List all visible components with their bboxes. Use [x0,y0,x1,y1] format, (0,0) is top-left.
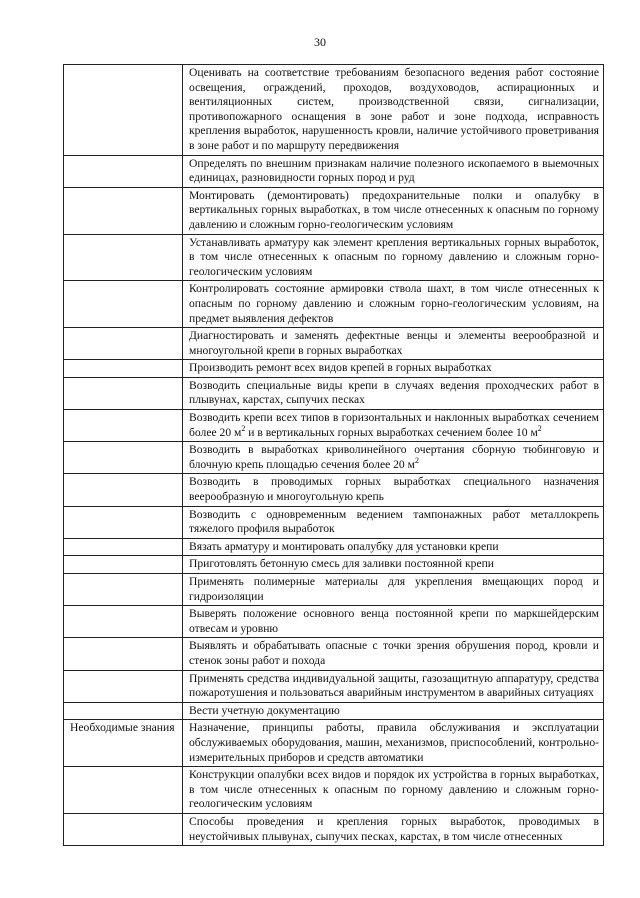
table-row [64,328,604,360]
row-label-cell [64,234,183,281]
row-label-cell [64,506,183,538]
row-label-cell [64,538,183,556]
row-content-cell: Оценивать на соответствие требованиям безопасного ведения работ состояние освещения, ограждений, проходов, воздуховодов, аспирационных и вентиляционных систем, производственной связи, сигнализации, противопожарного оснащения в зоне работ и зоне подхода, исправность крепления выработок, нарушенность кровли, наличие устойчивого проветривания в зоне работ и по маршруту передвижения [183,65,604,156]
table-row [64,474,604,506]
row-label-cell [64,187,183,234]
row-label-cell [64,813,183,845]
row-label-cell [64,155,183,187]
row-label-cell [64,377,183,409]
row-label-cell [64,442,183,474]
row-content-cell: Вязать арматуру и монтировать опалубку для установки крепи [183,538,604,556]
table-row [64,606,604,638]
row-content-cell: Контролировать состояние армировки ствола шахт, в том числе отнесенных к опасным по горному давлению и сложным горно-геологическим условиям, на предмет выявления дефектов [183,281,604,328]
row-content-cell: Приготовлять бетонную смесь для заливки постоянной крепи [183,556,604,574]
row-label-cell [64,767,183,814]
row-content-cell: Устанавливать арматуру как элемент крепления вертикальных горных выработок, в том числе отнесенных к опасным по горному давлению и сложным горно-геологическим условиям [183,234,604,281]
table-row [64,702,604,720]
row-label-cell [64,360,183,378]
row-content-cell: Диагностировать и заменять дефектные венцы и элементы веерообразной и многоугольной крепи в горных выработках [183,328,604,360]
row-label-cell [64,410,183,442]
table-row [64,720,604,767]
row-label-cell [64,574,183,606]
table-row [64,65,604,156]
table-row [64,360,604,378]
row-label-cell [64,702,183,720]
table-row [64,767,604,814]
row-content-cell: Применять полимерные материалы для укрепления вмещающих пород и гидроизоляции [183,574,604,606]
table-row [64,187,604,234]
row-label-cell [64,606,183,638]
row-content-cell: Выявлять и обрабатывать опасные с точки зрения обрушения пород, кровли и стенок зоны работ и похода [183,638,604,670]
row-label-cell [64,474,183,506]
table-row [64,442,604,474]
row-label-cell [64,638,183,670]
row-content-cell: Возводить специальные виды крепи в случаях ведения проходческих работ в плывунах, карстах, сыпучих песках [183,377,604,409]
row-label-cell [64,670,183,702]
row-content-cell: Возводить крепи всех типов в горизонтальных и наклонных выработках сечением более 20 $м^2$ и в вертикальных горных выработках сечением более 10 $м^2$ [183,410,604,442]
competency-table [63,64,604,846]
row-label-cell [64,281,183,328]
table-row [64,574,604,606]
row-content-cell: Возводить с одновременным ведением тампонажных работ металлокрепь тяжелого профиля выработок [183,506,604,538]
row-content-cell: Монтировать (демонтировать) предохранительные полки и опалубку в вертикальных горных выработках, в том числе отнесенных к опасным по горному давлению и сложным горно-геологическим условиям [183,187,604,234]
row-content-cell: Вести учетную документацию [183,702,604,720]
row-content-cell: Возводить в выработках криволинейного очертания сборную тюбинговую и блочную крепь площадью сечения более 20 $м^2$ [183,442,604,474]
row-content-cell: Выверять положение основного венца постоянной крепи по маркшейдерским отвесам и уровню [183,606,604,638]
table-row [64,155,604,187]
table-row [64,813,604,845]
table-row [64,556,604,574]
row-label-cell [64,65,183,156]
table-row [64,234,604,281]
row-content-cell: Возводить в проводимых горных выработках специального назначения веерообразную и многоугольную крепь [183,474,604,506]
row-content-cell: Назначение, принципы работы, правила обслуживания и эксплуатации обслуживаемых оборудования, машин, механизмов, приспособлений, контрольно-измерительных приборов и средств автоматики [183,720,604,767]
row-label-cell [64,328,183,360]
row-content-cell: Конструкции опалубки всех видов и порядок их устройства в горных выработках, в том числе отнесенных к опасным по горному давлению и сложным горно-геологическим условиям [183,767,604,814]
row-label-cell: Необходимые знания [64,720,183,767]
table-row [64,281,604,328]
page-number: 30 [314,35,326,49]
table-row [64,670,604,702]
row-label-cell [64,556,183,574]
row-content-cell: Применять средства индивидуальной защиты, газозащитную аппаратуру, средства пожаротушения и пользоваться аварийным инструментом в аварийных ситуациях [183,670,604,702]
table-row [64,538,604,556]
table-row [64,377,604,409]
row-content-cell: Определять по внешним признакам наличие полезного ископаемого в выемочных единицах, разновидности горных пород и руд [183,155,604,187]
table-row [64,638,604,670]
row-content-cell: Способы проведения и крепления горных выработок, проводимых в неустойчивых плывунах, сыпучих песках, карстах, в том числе отнесенных [183,813,604,845]
table-row [64,506,604,538]
table-row [64,410,604,442]
row-content-cell: Производить ремонт всех видов крепей в горных выработках [183,360,604,378]
